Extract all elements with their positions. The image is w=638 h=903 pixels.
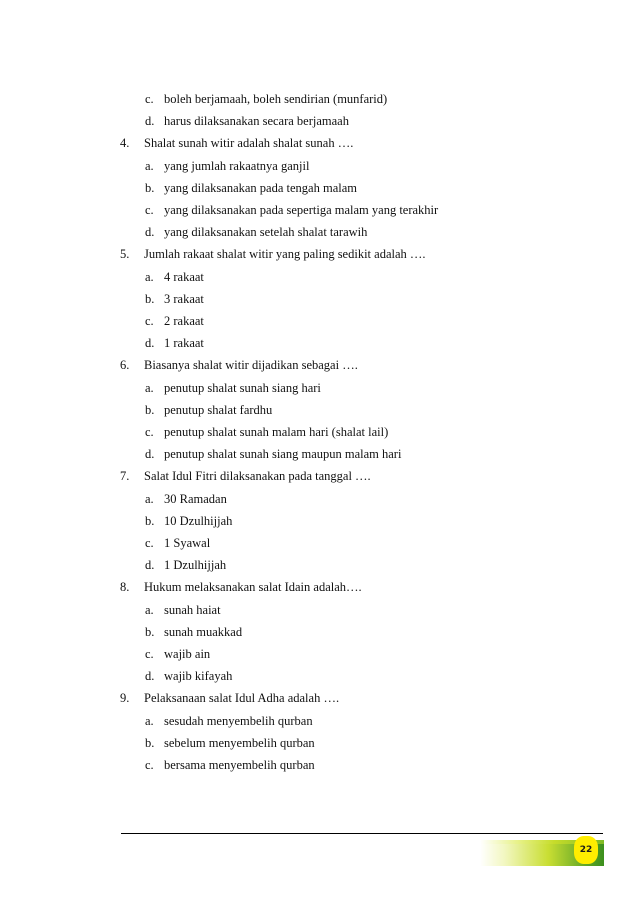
question-number: 5. — [120, 247, 130, 262]
option-letter: a. — [145, 491, 154, 506]
question-item — [120, 468, 371, 484]
option-text: 4 rakaat — [164, 269, 204, 284]
option-letter: c. — [145, 647, 154, 661]
option-text: 3 rakaat — [164, 291, 204, 306]
option-item — [145, 291, 204, 307]
option-item — [145, 646, 210, 662]
question-number: 8. — [120, 580, 130, 595]
question-item — [120, 357, 358, 373]
option-text: yang dilaksanakan pada tengah malam — [164, 180, 357, 195]
option-text: penutup shalat sunah siang maupun malam hari — [164, 447, 402, 462]
option-text: harus dilaksanakan secara berjamaah — [164, 114, 349, 129]
option-letter: c. — [145, 425, 154, 439]
question-number: 7. — [120, 469, 130, 484]
option-letter: a. — [145, 602, 154, 617]
option-letter: c. — [145, 92, 154, 106]
option-letter: d. — [145, 669, 155, 684]
option-text: yang dilaksanakan pada sepertiga malam yang terakhir — [164, 203, 439, 217]
option-item — [145, 713, 313, 729]
option-text: wajib ain — [164, 647, 211, 661]
question-text: Hukum melaksanakan salat Idain adalah…. — [144, 580, 362, 595]
question-text: Jumlah rakaat shalat witir yang paling sedikit adalah …. — [144, 247, 426, 262]
option-text: sebelum menyembelih qurban — [164, 735, 315, 750]
option-text: bersama menyembelih qurban — [164, 758, 315, 772]
option-text: 10 Dzulhijjah — [164, 513, 233, 528]
option-item — [145, 491, 227, 507]
option-item — [145, 224, 367, 240]
question-number: 9. — [120, 691, 130, 706]
option-letter: b. — [145, 735, 155, 750]
option-item — [145, 313, 204, 329]
option-text: 30 Ramadan — [164, 491, 227, 506]
option-letter: b. — [145, 291, 155, 306]
option-item — [145, 269, 204, 285]
question-item — [120, 579, 362, 595]
option-text: sunah muakkad — [164, 624, 243, 639]
option-letter: a. — [145, 380, 154, 395]
option-text: sunah haiat — [164, 602, 221, 617]
option-letter: c. — [145, 203, 154, 217]
option-letter: d. — [145, 225, 155, 240]
option-item — [145, 202, 438, 218]
question-item — [120, 246, 426, 262]
option-letter: d. — [145, 558, 155, 573]
option-item — [145, 602, 221, 618]
option-letter: a. — [145, 158, 154, 173]
option-text: boleh berjamaah, boleh sendirian (munfarid) — [164, 92, 388, 106]
option-letter: b. — [145, 513, 155, 528]
option-text: penutup shalat sunah siang hari — [164, 380, 321, 395]
option-text: 1 Syawal — [164, 536, 211, 550]
option-item — [145, 535, 210, 551]
option-text: sesudah menyembelih qurban — [164, 713, 313, 728]
option-letter: a. — [145, 713, 154, 728]
option-item — [145, 757, 315, 773]
option-item — [145, 113, 349, 129]
option-item — [145, 557, 226, 573]
question-number: 4. — [120, 136, 130, 151]
question-item — [120, 135, 353, 151]
option-item — [145, 668, 232, 684]
option-item — [145, 513, 232, 529]
option-letter: d. — [145, 114, 155, 129]
option-item — [145, 180, 357, 196]
option-item — [145, 624, 242, 640]
option-item — [145, 335, 204, 351]
option-item — [145, 380, 321, 396]
option-text: 1 Dzulhijjah — [164, 558, 227, 573]
option-text: 1 rakaat — [164, 336, 204, 351]
option-text: wajib kifayah — [164, 669, 233, 684]
option-letter: c. — [145, 758, 154, 772]
option-letter: c. — [145, 536, 154, 550]
option-letter: d. — [145, 447, 155, 462]
option-item — [145, 735, 315, 751]
option-text: 2 rakaat — [164, 314, 204, 328]
option-text: yang dilaksanakan setelah shalat tarawih — [164, 225, 368, 240]
page-number-badge — [574, 836, 598, 864]
question-text: Shalat sunah witir adalah shalat sunah …. — [144, 136, 354, 151]
option-item — [145, 158, 309, 174]
question-number: 6. — [120, 358, 130, 373]
option-letter: d. — [145, 336, 155, 351]
footer-rule — [121, 833, 603, 834]
question-text: Salat Idul Fitri dilaksanakan pada tanggal …. — [144, 469, 371, 484]
option-letter: c. — [145, 314, 154, 328]
option-text: penutup shalat sunah malam hari (shalat lail) — [164, 425, 389, 439]
option-letter: b. — [145, 180, 155, 195]
option-item — [145, 91, 387, 107]
question-text: Pelaksanaan salat Idul Adha adalah …. — [144, 691, 340, 706]
option-item — [145, 424, 388, 440]
question-item — [120, 690, 339, 706]
option-text: yang jumlah rakaatnya ganjil — [164, 158, 310, 173]
option-letter: a. — [145, 269, 154, 284]
page-number: 22 — [579, 845, 593, 855]
option-text: penutup shalat fardhu — [164, 402, 273, 417]
option-letter: b. — [145, 624, 155, 639]
option-letter: b. — [145, 402, 155, 417]
option-item — [145, 446, 401, 462]
question-text: Biasanya shalat witir dijadikan sebagai …. — [144, 358, 358, 373]
option-item — [145, 402, 272, 418]
